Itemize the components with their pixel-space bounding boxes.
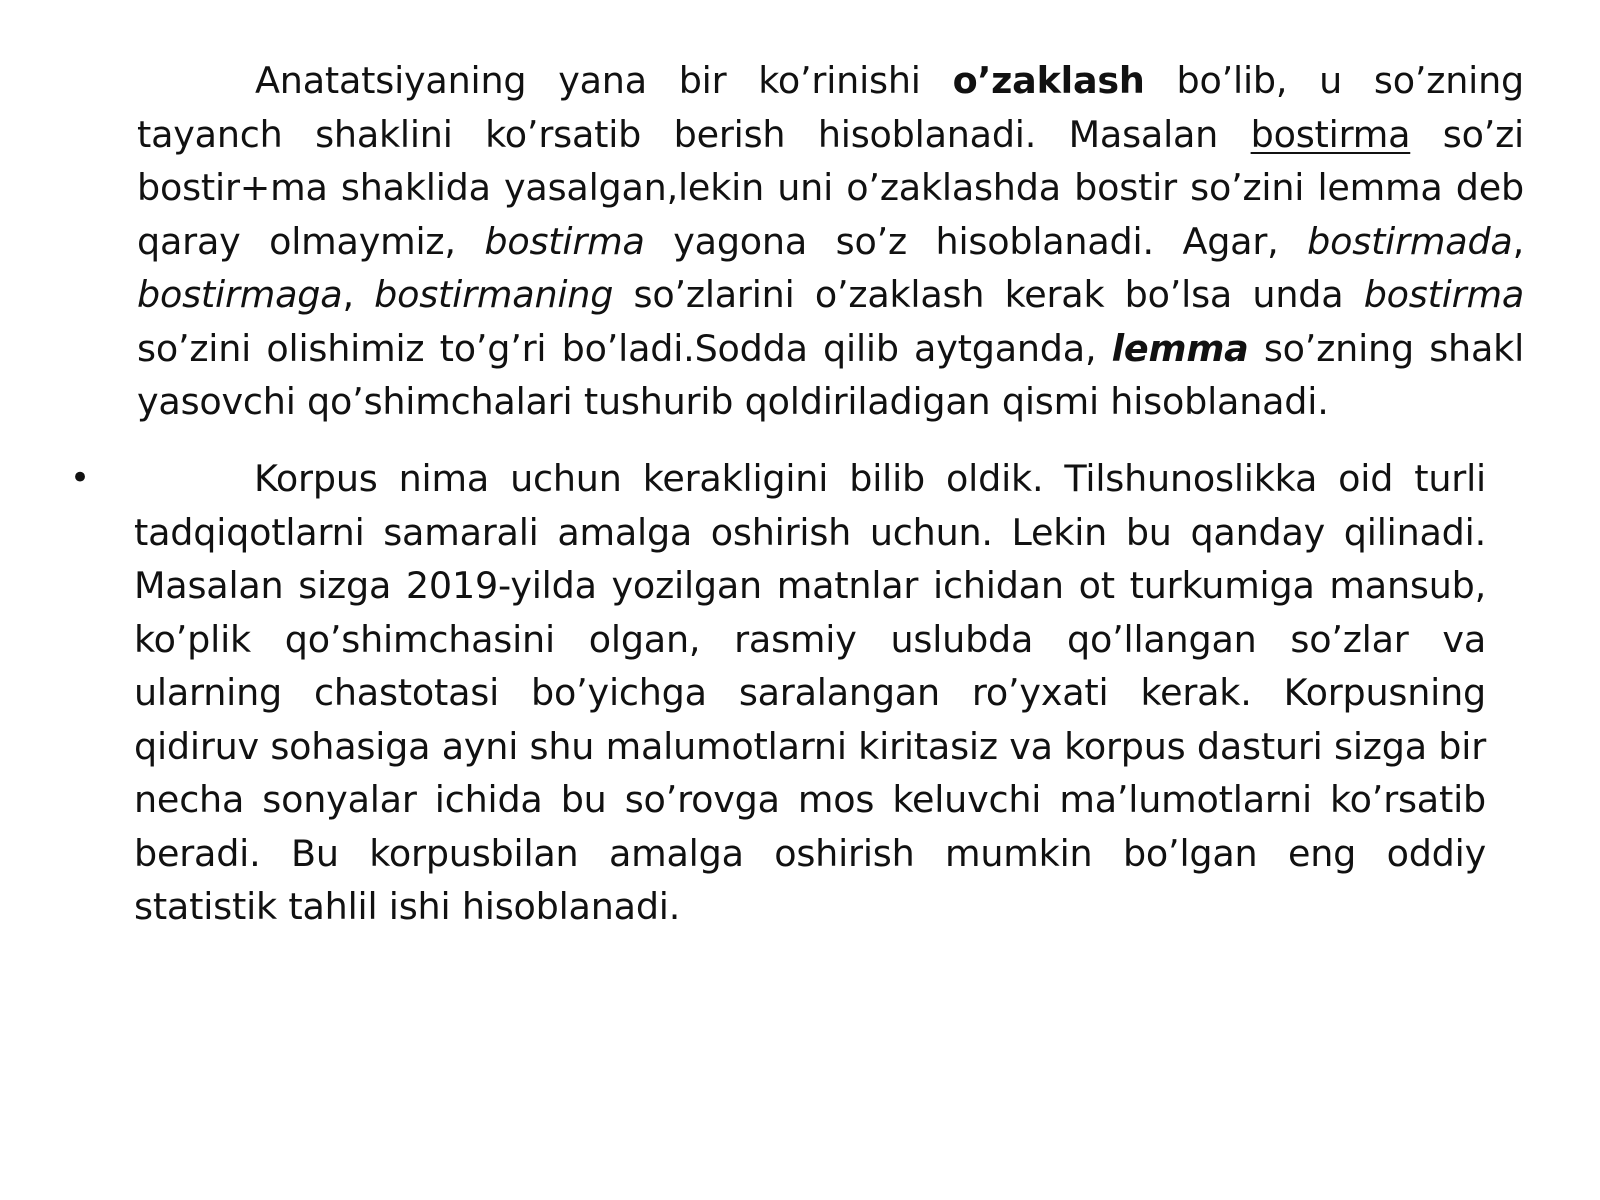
bold-term-ozaklash: o’zaklash xyxy=(952,59,1145,102)
paragraph-corpus-text: Korpus nima uchun kerakligini bilib oldik. Tilshunoslikka oid turli tadqiqotlarni samarali amalga oshirish uchun. Lekin bu qanday qilinadi. Masalan sizga 2019-yilda yozilgan matnlar ichidan ot turkumiga mansub, ko’plik qo’shimchasini olgan, rasmiy uslubda qo’llangan so’zlar va ularning chastotasi bo’yichga saralangan ro’yxati kerak. Korpusning qidiruv sohasiga ayni shu malumotlarni kiritasiz va korpus dasturi sizga bir necha sonyalar ichida bu so’rovga mos keluvchi ma’lumotlarni ko’rsatib beradi. Bu korpusbilan amalga oshirish mumkin bo’lgan eng oddiy statistik tahlil ishi hisoblanadi. xyxy=(134,457,1486,928)
bold-italic-term-lemma-text: lemma xyxy=(1111,326,1249,370)
italic-word: bostirmaning xyxy=(374,273,614,316)
italic-word: bostirmaga xyxy=(137,273,343,316)
text-run: , xyxy=(342,273,375,316)
text-run: , xyxy=(1512,219,1524,263)
italic-word: bostirma xyxy=(1363,273,1524,316)
text-run: bo’lib, u so’zning tayanch shaklini ko’rsatib berish hisoblanadi. Masalan xyxy=(137,59,1524,156)
italic-word: bostirma xyxy=(484,219,645,263)
text-run: so’zini olishimiz to’g’ri bo’ladi.Sodda qilib aytganda, xyxy=(137,326,1112,370)
text-run: Anatatsiyaning yana bir ko’rinishi xyxy=(255,59,953,102)
text-run: so’zi bostir+ma shaklida yasalgan,lekin uni o’zaklashda bostir so’zini lemma deb qaray olmaymiz, xyxy=(137,112,1525,263)
bullet-marker: • xyxy=(70,458,91,498)
paragraph-corpus xyxy=(134,452,1486,934)
italic-word: bostirmada xyxy=(1307,219,1513,263)
text-run: yagona so’z hisoblanadi. Agar, xyxy=(644,219,1308,263)
paragraph-lemmatization xyxy=(137,54,1524,429)
bold-italic-term-lemma xyxy=(1112,327,1249,370)
text-run: so’zning shakl yasovchi qo’shimchalari tushurib qoldiriladigan qismi hisoblanadi. xyxy=(137,326,1525,423)
underlined-word-bostirma: bostirma xyxy=(1250,112,1411,156)
text-run: so’zlarini o’zaklash kerak bo’lsa unda xyxy=(613,273,1364,316)
